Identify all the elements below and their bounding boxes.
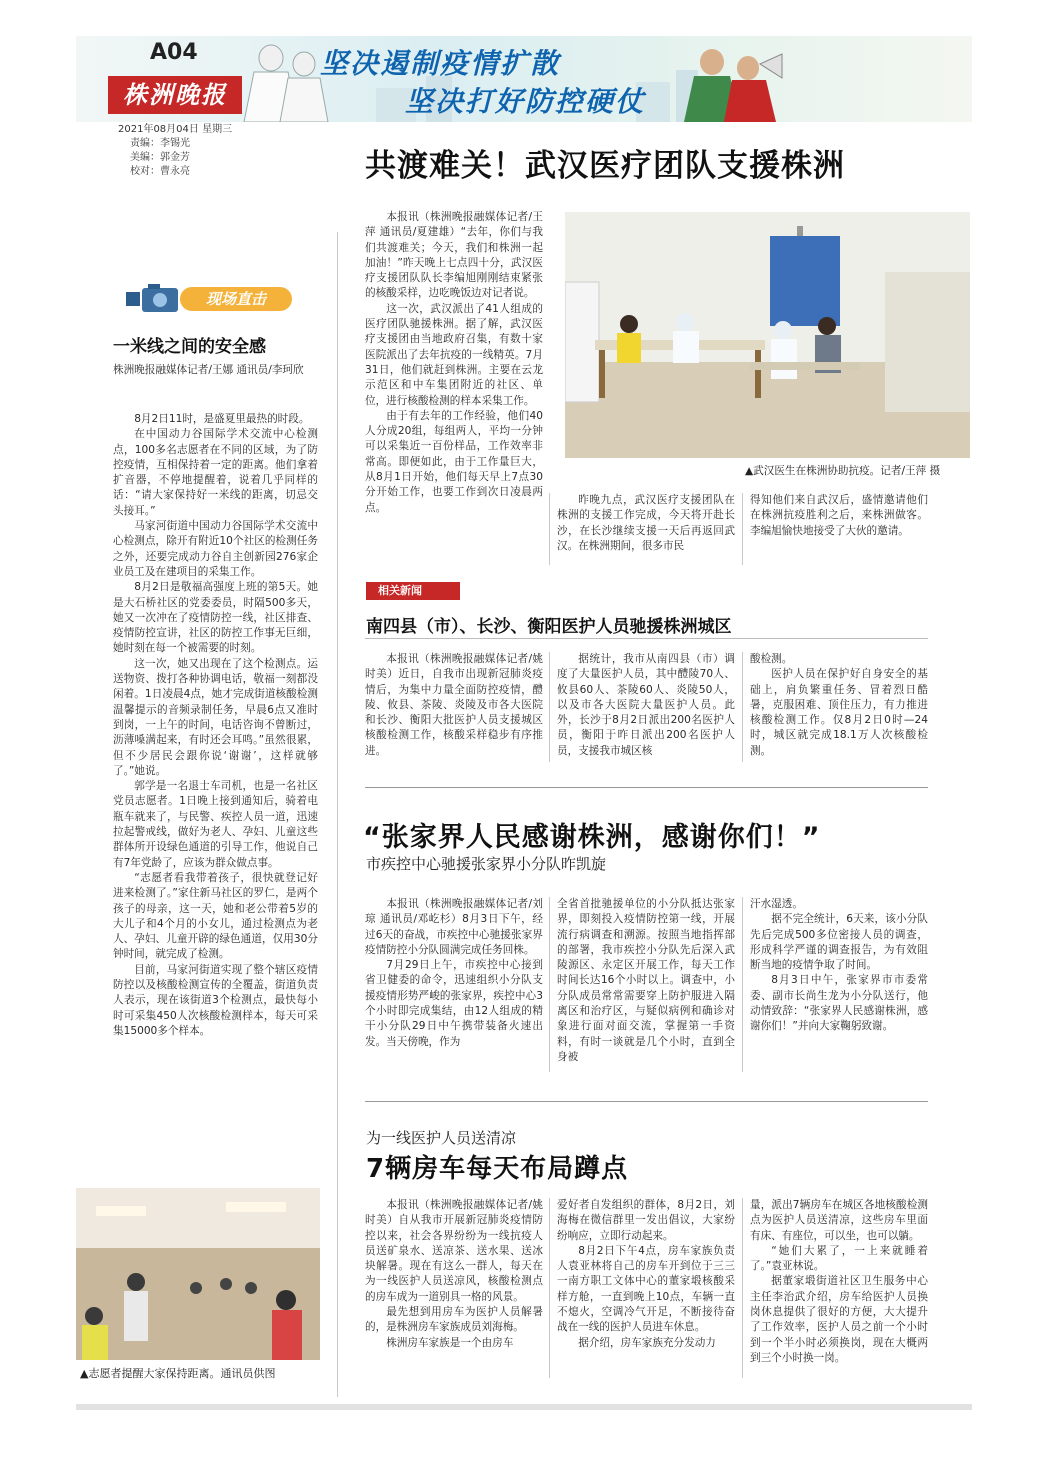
paragraph: 量，派出7辆房车在城区各地核酸检测点为医护人员送清凉，这些房车里面有床、有座位，可以坐，也可以躺。 xyxy=(750,1199,928,1242)
column-divider xyxy=(337,232,338,1397)
article1-column-3 xyxy=(750,493,928,539)
section-rule xyxy=(365,1101,928,1102)
proofreader-credit: 校对：曹永亮 xyxy=(130,166,190,177)
paragraph: 本报讯（株洲晚报融媒体记者/姚时美）自从我市开展新冠肺炎疫情防控以来，社会各界纷纷为一线抗疫人员送矿泉水、送凉茶、送水果、送冰块解暑。现在有这么一群人，每天在为一线医护人员送凉风，核酸检测点的房车成为一道别具一格的风景。 xyxy=(365,1199,543,1303)
paragraph: 酸检测。 xyxy=(750,653,793,665)
main-photo-caption: ▲武汉医生在株洲协助抗疫。记者/王萍 摄 xyxy=(745,465,941,477)
article2-column-1 xyxy=(365,652,543,759)
main-headline: 共渡难关！武汉医疗团队支援株洲 xyxy=(365,148,845,184)
column-divider xyxy=(549,652,550,762)
rv-kicker: 为一线医护人员送清凉 xyxy=(366,1129,517,1147)
paragraph: 昨晚九点，武汉医疗支援团队在株洲的支援工作完成，今天将开赴长沙，在长沙继续支援一天后再返回武汉。在株洲期间，很多市民 xyxy=(557,494,735,552)
volunteer-photo-illustration xyxy=(76,1188,320,1360)
article2-column-3 xyxy=(750,652,928,759)
paragraph: 本报讯（株洲晚报融媒体记者/王萍 通讯员/夏建雄）“去年，你们与我们共渡难关；今天，我们和株洲一起加油！”昨天晚上七点四十分，武汉医疗支援团队队长李编旭刚刚结束紧张的核酸采样，边吃晚饭边对记者说。 xyxy=(365,211,543,300)
paragraph: 由于有去年的工作经验，他们40人分成20组，每组两人，平均一分钟可以采集近一百份样品，工作效率非常高。即便如此，由于工作量巨大，从8月1日开始，他们每天早上7点30分开始工作，也要工作到次日凌晨两点。 xyxy=(365,409,543,514)
article4-column-1 xyxy=(365,1198,543,1351)
related-news-badge: 相关新闻 xyxy=(366,582,460,600)
column-divider xyxy=(549,493,550,565)
article3-column-2 xyxy=(557,897,735,1065)
article3-column-1 xyxy=(365,897,543,1050)
paragraph: 马家河街道中国动力谷国际学术交流中心检测点，除开有附近10个社区的检测任务之外，还要完成动力谷自主创新园276家企业员工及在建项目的采集工作。 xyxy=(113,520,318,578)
paragraph: 据统计，我市从南四县（市）调度了大量医护人员，其中醴陵70人、攸县60人、茶陵60人、炎陵50人，以及市各大医院大量医护人员。此外，长沙于8月2日派出200名医护人员，衡阳于昨日派出200名医护人员，支援我市城区核 xyxy=(557,653,735,757)
paragraph: 爱好者自发组织的群体，8月2日，刘海梅在微信群里一发出倡议，大家纷纷响应，立即行动起来。 xyxy=(557,1199,735,1242)
editor-credit: 责编：李锡光 xyxy=(130,138,190,149)
column-divider xyxy=(742,652,743,762)
column-divider xyxy=(742,493,743,565)
paragraph: 8月3日中午，张家界市市委常委、副市长尚生龙为小分队送行，他动情致辞：“张家界人民感谢株洲，感谢你们！”并向大家鞠躬致谢。 xyxy=(750,974,928,1033)
live-report-badge: 现场直击 xyxy=(180,287,292,311)
section-rule xyxy=(365,787,928,788)
related-news-title: 南四县（市）、长沙、衡阳医护人员驰援株洲城区 xyxy=(366,617,732,637)
volunteer-photo xyxy=(76,1188,320,1360)
slogan-line-2: 坚决打好防控硬仗 xyxy=(405,85,646,118)
paragraph: “志愿者看我带着孩子，很快就登记好进来检测了。”家住新马社区的罗仁，是两个孩子的母亲，这一天，她和老公带着5岁的大儿子和4个月的小女儿，通过检测点为老人、孕妇、儿童开辟的绿色通道，仅用30分钟时间，就完成了检测。 xyxy=(113,871,318,961)
left-article-body xyxy=(113,412,318,1039)
paragraph: 据介绍，房车家族充分发动力 xyxy=(578,1336,716,1349)
footer-band xyxy=(76,1404,972,1410)
paper-logo: 株洲晚报 xyxy=(108,76,242,114)
paragraph: 本报讯（株洲晚报融媒体记者/刘琼 通讯员/邓屹杉）8月3日下午，经过6天的奋战，市疾控中心驰援张家界疫情防控小分队圆满完成任务回株。 xyxy=(365,898,543,956)
issue-date: 2021年08月04日 星期三 xyxy=(118,124,233,135)
paragraph: 据董家塅街道社区卫生服务中心主任李治武介绍，房车给医护人员换岗休息提供了很好的方便，大大提升了工作效率，医护人员之前一个小时到一个半小时必须换岗，现在大概两到三个小时换一岗。 xyxy=(750,1275,928,1364)
column-divider xyxy=(549,1198,550,1378)
section-rule xyxy=(365,638,928,639)
volunteer-photo-caption: ▲志愿者提醒大家保持距离。通讯员供图 xyxy=(80,1367,276,1380)
paragraph: 这一次，武汉派出了41人组成的医疗团队驰援株洲。据了解，武汉医疗支援团由当地政府召集，有数十家医院派出了去年抗疫的一线精英。7月31日，他们就赶到株洲。主要在云龙示范区和中车集团附近的社区、单位，进行核酸检测的样本采集工作。 xyxy=(365,302,543,407)
zhangjiajie-subtitle: 市疾控中心驰援张家界小分队昨凯旋 xyxy=(366,855,607,873)
slogan-line-1: 坚决遏制疫情扩散 xyxy=(320,47,561,80)
article1-column-2 xyxy=(557,493,735,554)
wuhan-medical-team-photo-illustration xyxy=(565,212,970,458)
article2-column-2 xyxy=(557,652,735,759)
left-article-byline: 株洲晚报融媒体记者/王娜 通讯员/李珂欣 xyxy=(113,364,304,376)
paragraph: 8月2日是敬福高强度上班的第5天。她是大石桥社区的党委委员，时隔500多天，她又一次冲在了疫情防控一线，社区排查、疫情防控宣讲，社区的防控工作事无巨细，她时刻在每一个被需要的时刻。 xyxy=(113,581,318,655)
paragraph: 8月2日11时，是盛夏里最热的时段。 xyxy=(134,413,310,425)
zhangjiajie-headline: “张家界人民感谢株洲，感谢你们！” xyxy=(363,822,821,853)
paragraph: 汗水湿透。 xyxy=(750,898,803,910)
paragraph: 得知他们来自武汉后，盛情邀请他们在株洲抗疫胜利之后，来株洲做客。李编旭愉快地接受了大伙的邀请。 xyxy=(750,494,928,537)
rv-headline: 7辆房车每天布局蹲点 xyxy=(366,1154,629,1184)
wuhan-medical-team-photo xyxy=(565,212,970,458)
paragraph: 据不完全统计，6天来，该小分队先后完成500多位密接人员的调查，形成科学严谨的调查报告，为有效阻断当地的疫情争取了时间。 xyxy=(750,913,928,972)
paragraph: 医护人员在保护好自身安全的基础上，肩负繁重任务、冒着烈日酷暑，克服困难、顶住压力，有力推进核酸检测工作。仅8月2日0时—24时，城区就完成18.1万人次核酸检测。 xyxy=(750,668,928,757)
paragraph: 目前，马家河街道实现了整个辖区疫情防控以及核酸检测宣传的全覆盖，街道负责人表示，现在该街道3个检测点，最快每小时可采集450人次核酸检测样本，每天可采集15000多个样本。 xyxy=(113,963,318,1037)
paragraph: 7月29日上午，市疾控中心接到省卫健委的命令，迅速组织小分队支援疫情形势严峻的张家界，疾控中心3个小时即完成集结，由12人组成的精干小分队29日中午携带装备火速出发。当天傍晚，作为 xyxy=(365,959,543,1048)
paragraph: 郭学是一名退士车司机，也是一名社区党员志愿者。1日晚上接到通知后，骑着电瓶车就来了，与民警、疾控人员一道，迅速拉起警戒线，做好为老人、孕妇、儿童这些群体所开设绿色通道的引导工作，他说自己有7年党龄了，应该为群众做点事。 xyxy=(113,780,318,869)
paragraph: 8月2日下午4点，房车家族负责人袁亚林将自己的房车开到位于三三一南方职工文体中心的董家塅核酸采样方舱，一直到晚上10点，车辆一直不熄火，空调冷气开足，不断接待奋战在一线的医护人员进车休息。 xyxy=(557,1244,735,1334)
left-article-title: 一米线之间的安全感 xyxy=(113,337,266,357)
column-divider xyxy=(549,897,550,1072)
paragraph: 本报讯（株洲晚报融媒体记者/姚时美）近日，自我市出现新冠肺炎疫情后，为集中力量全面防控疫情，醴陵、攸县、茶陵、炎陵及市各大医院和长沙、衡阳大批医护人员支援城区核酸检测工作，核酸采样稳步有序推进。 xyxy=(365,653,543,757)
paragraph: 全省首批驰援单位的小分队抵达张家界，即刻投入疫情防控第一线，开展流行病调查和溯源。按照当地指挥部的部署，我市疾控小分队先后深入武陵源区、永定区开展工作，每天工作时间长达16个小时以上。调查中，小分队成员常常需要穿上防护服进入隔离区和治疗区，与疑似病例和确诊对象进行面对面交流，掌握第一手资料，有时一谈就是几个小时，直到全身被 xyxy=(557,898,735,1063)
article4-column-3 xyxy=(750,1198,928,1366)
designer-credit: 美编：郭金芳 xyxy=(130,152,190,163)
article3-column-3 xyxy=(750,897,928,1035)
paragraph: 这一次，她又出现在了这个检测点。运送物资、拨打各种协调电话，敬福一刻都没闲着。1日凌晨4点，她才完成街道核酸检测温馨提示的音频录制任务，早晨6点又准时到岗，一上午的时间，电话咨询不曾断过，沥薄嗓满起来，有时还会耳鸣。”虽然很累，但不少居民会跟你说‘谢谢’，这样就够了。”她说。 xyxy=(113,657,318,777)
issue-meta xyxy=(118,123,232,179)
column-divider xyxy=(742,897,743,1072)
paragraph: “她们大累了，一上来就睡着了。”袁亚林说。 xyxy=(750,1244,928,1273)
article4-column-2 xyxy=(557,1198,735,1351)
column-divider xyxy=(742,1198,743,1378)
paragraph: 在中国动力谷国际学术交流中心检测点，100多名志愿者在不同的区域，为了防控疫情，互相保持着一定的距离。他们拿着扩音器，不停地提醒着，说着几乎同样的话：“请大家保持好一米线的距离，切忌交头接耳。” xyxy=(113,428,318,517)
paragraph: 最先想到用房车为医护人员解暑的，是株洲房车家族成员刘海梅。 xyxy=(365,1306,543,1334)
page-number: A04 xyxy=(150,40,198,65)
article1-column-1 xyxy=(365,210,543,516)
paragraph: 株洲房车家族是一个由房车 xyxy=(386,1336,514,1349)
